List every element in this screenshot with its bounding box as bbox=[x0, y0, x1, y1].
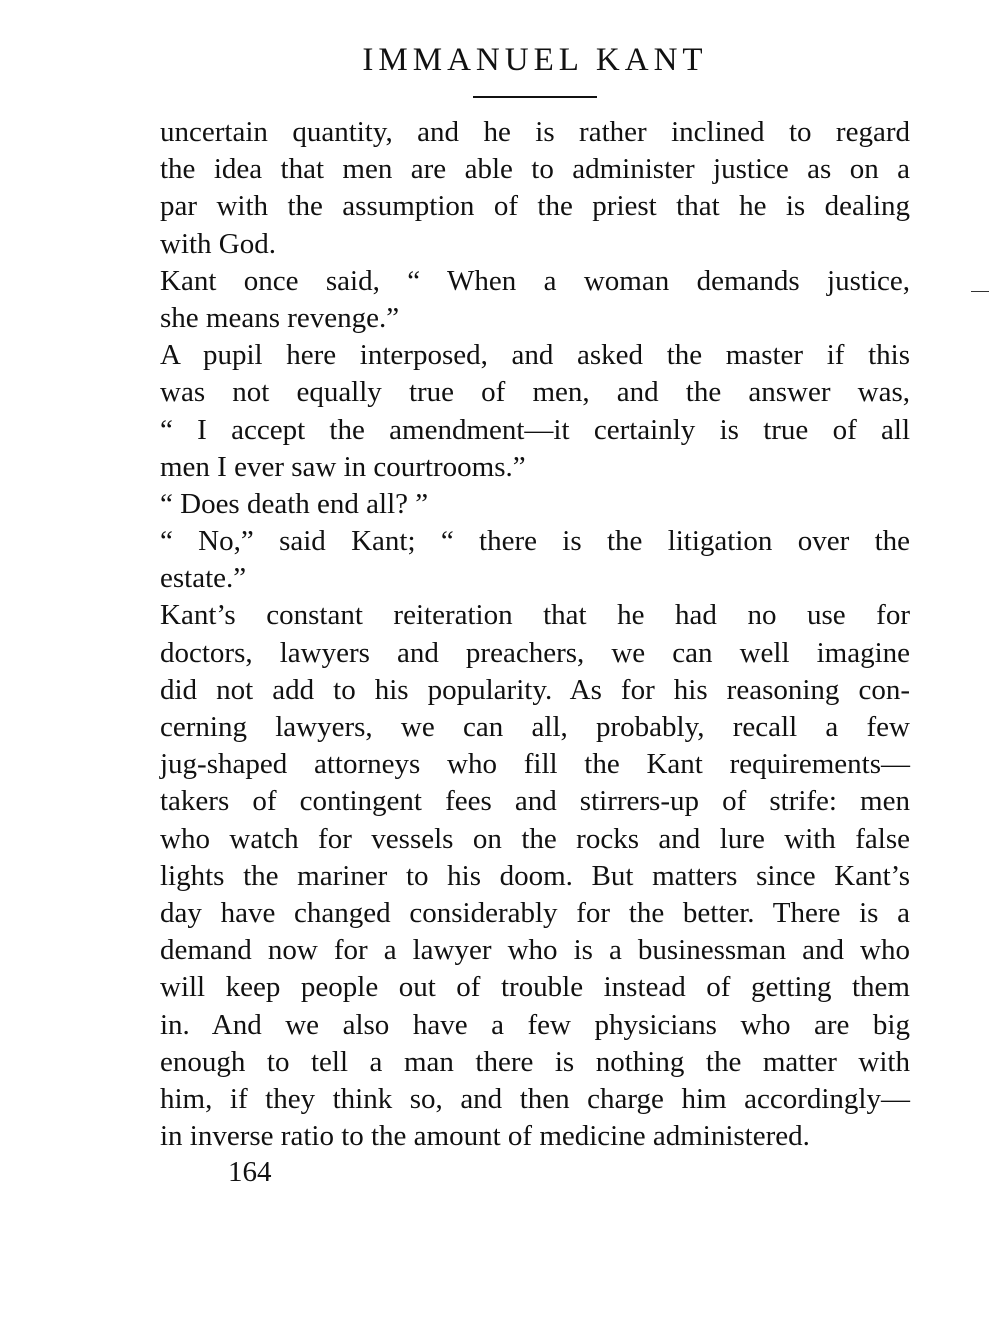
text-line: with God. bbox=[160, 227, 276, 260]
text-line: was not equally true of men, and the answer was, bbox=[160, 376, 910, 409]
text-line: will keep people out of trouble instead of getting them bbox=[160, 971, 910, 1004]
text-line: in inverse ratio to the amount of medicine administered. bbox=[160, 1120, 810, 1153]
text-line: enough to tell a man there is nothing the matter with bbox=[160, 1045, 910, 1078]
text-line: Kant’s constant reiteration that he had no use for bbox=[160, 599, 910, 632]
text-line: “ No,” said Kant; “ there is the litigation over the bbox=[160, 525, 910, 558]
text-line: Kant once said, “ When a woman demands justice, bbox=[160, 264, 910, 297]
text-line: uncertain quantity, and he is rather inclined to regard bbox=[160, 116, 910, 148]
body-text bbox=[160, 114, 910, 1155]
text-line: doctors, lawyers and preachers, we can well imagine bbox=[160, 636, 910, 669]
running-head: IMMANUEL KANT bbox=[362, 42, 708, 78]
text-line: men I ever saw in courtrooms.” bbox=[160, 450, 526, 483]
text-line: day have changed considerably for the better. There is a bbox=[160, 896, 910, 929]
text-line: cerning lawyers, we can all, probably, recall a few bbox=[160, 711, 910, 743]
text-line: who watch for vessels on the rocks and lure with false bbox=[160, 822, 910, 855]
text-line: “ I accept the amendment—it certainly is true of all bbox=[160, 413, 910, 446]
text-line: jug-shaped attorneys who fill the Kant requirements— bbox=[160, 748, 910, 781]
text-line: in. And we also have a few physicians who are big bbox=[160, 1008, 910, 1041]
text-line: takers of contingent fees and stirrers-up of strife: men bbox=[160, 785, 910, 818]
header-rule bbox=[473, 96, 597, 98]
text-line: demand now for a lawyer who is a businessman and who bbox=[160, 934, 910, 967]
text-line: him, if they think so, and then charge him accordingly— bbox=[160, 1082, 910, 1115]
text-line: par with the assumption of the priest that he is dealing bbox=[160, 190, 910, 223]
text-line: “ Does death end all? ” bbox=[160, 487, 429, 520]
text-line: A pupil here interposed, and asked the master if this bbox=[160, 339, 910, 372]
text-line: did not add to his popularity. As for his reasoning con- bbox=[160, 673, 910, 706]
text-line: she means revenge.” bbox=[160, 301, 400, 334]
text-line: lights the mariner to his doom. But matters since Kant’s bbox=[160, 859, 910, 892]
margin-mark bbox=[971, 291, 989, 292]
page-number: 164 bbox=[228, 1156, 272, 1188]
text-line: the idea that men are able to administer justice as on a bbox=[160, 153, 910, 186]
text-line: estate.” bbox=[160, 562, 247, 595]
